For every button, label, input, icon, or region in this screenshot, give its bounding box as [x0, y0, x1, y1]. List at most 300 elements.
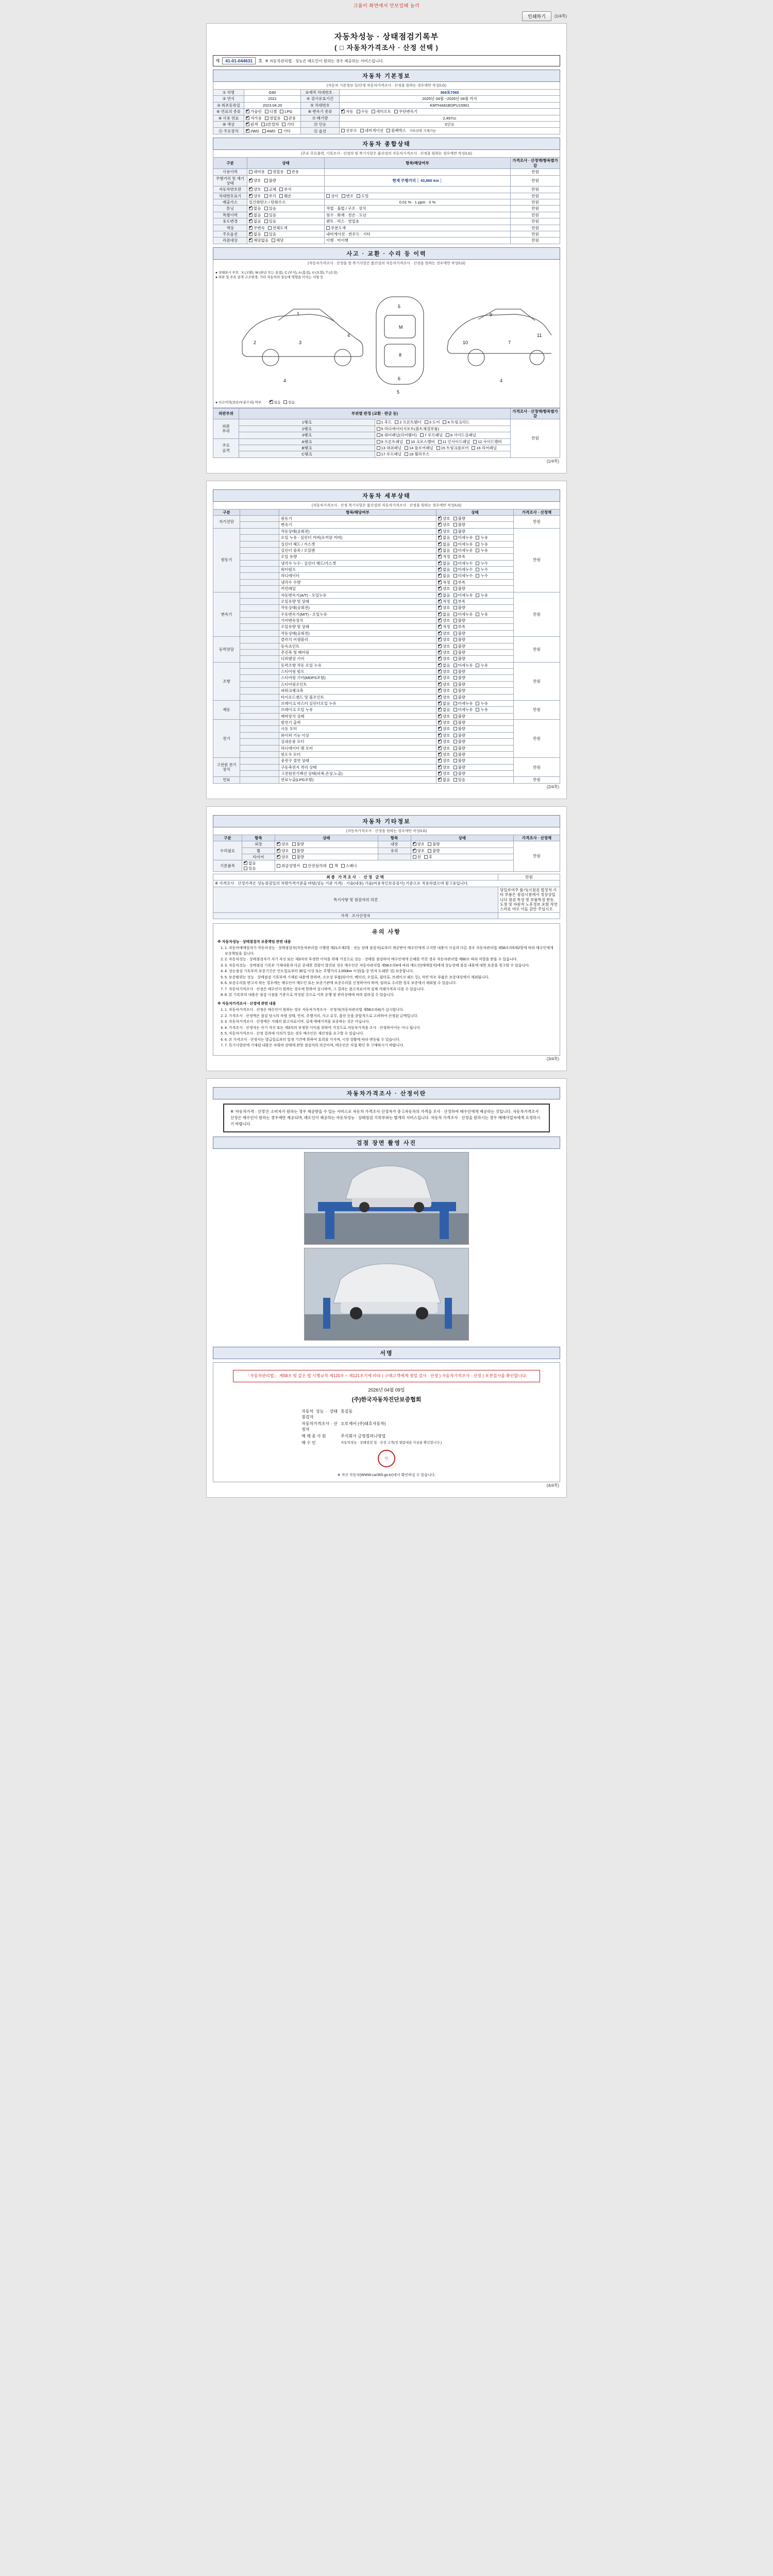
detail-group-price: 만원: [514, 637, 560, 663]
wheel-label: 휠: [242, 848, 275, 854]
list-item: 5. 5. 보증범위는 성능 · 상태점검 기록부에 기재된 내용에 한하며, 소모성 부품(타이어, 배터리, 오일류, 필터류, 브레이크 패드 등), 자연 마모 부품은 보증대상에서 제외됩니다.: [225, 975, 556, 981]
other-col-cat: 구분: [213, 835, 242, 841]
row-detail: [325, 169, 511, 175]
list-item: 4. 4. 성능점검 기록부의 보증기간은 인도일로부터 30일 이상 또는 주행거리 2,000km 이상(둘 중 먼저 도래한 것) 보증합니다.: [225, 969, 556, 975]
row-state[interactable]: ✔ 없음 있음: [247, 218, 325, 225]
signature-section: [213, 1362, 560, 1483]
detail-item-label: 충전구 절연 상태: [279, 758, 436, 764]
list-item: 4. 4. 가격조사 · 산정자는 자기 자신 또는 제3자의 부정한 이익을 위하여 거짓으로 자동차가격을 조사 · 산정하여서는 아니 됩니다.: [225, 1026, 556, 1031]
vin-label: ②제작 차대번호 ·: [301, 90, 340, 96]
list-item: 2. 2. 가격조사 · 산정액은 점검 당시의 차량 상태, 연식, 주행거리, 사고 유무, 옵션 등을 종합적으로 고려하여 산정된 금액입니다.: [225, 1014, 556, 1020]
row-state[interactable]: ✔ 양호 교체 부식: [247, 187, 325, 193]
notice-block2-list: [225, 1008, 556, 1049]
detail-group-label: 동력전달: [213, 637, 240, 663]
doc-suffix: 호: [258, 58, 263, 63]
top-warning-bar: [206, 0, 567, 10]
section-3-title: 사고 · 교환 · 수리 등 이력: [213, 247, 560, 260]
table-row: [213, 535, 560, 541]
print-button[interactable]: 인쇄하기: [522, 11, 551, 21]
row-state[interactable]: ✔ 무변속 전체도색: [247, 225, 325, 231]
option-note: 기타선택 기재가능: [409, 129, 436, 133]
detail-item-state[interactable]: ✔ 양호 불량: [436, 605, 514, 611]
detail-sub-label: [240, 522, 279, 528]
notice-title: 유의 사항: [372, 929, 401, 935]
row-label: 차대번호표기: [213, 193, 247, 199]
row-price: 만원: [511, 225, 560, 231]
row-detail: 적법 · 불법 / 구조 · 장치: [325, 206, 511, 212]
rank-a-items[interactable]: 9 프론트패널 10 크로스멤버 11 인사이드패널 12 사이드멤버: [375, 438, 511, 445]
detail-group-label: 원동기: [213, 528, 240, 592]
row-price: 만원: [511, 199, 560, 206]
table-row: [213, 662, 560, 668]
overall-state-body: [213, 169, 560, 244]
row-state[interactable]: ✔ 해당없음 해당: [247, 238, 325, 244]
section-2-note: (주요 주요출력, 기록조사 · 산정의 및 복기사항은 품산검의 자동차가격조사 · 산정을 원하는 경우에만 작성/LG): [213, 150, 560, 157]
row-detail: 이행 · 미이행: [325, 238, 511, 244]
table-row: [213, 567, 560, 573]
row-label: 사용이력: [213, 169, 247, 175]
page-4-number: (4/4쪽): [546, 1483, 559, 1488]
row-state[interactable]: ✔양호 불량: [247, 175, 325, 187]
detail-item-state[interactable]: ✔ 양호 불량: [436, 688, 514, 694]
detail-sub-label: [240, 720, 279, 726]
inspection-photo-1: [304, 1152, 469, 1245]
notice-block1-list: [225, 946, 556, 998]
fuel-options[interactable]: ✔ 가솔린 디젤 LPG: [244, 109, 301, 115]
table-row: [213, 218, 560, 225]
detail-item-state[interactable]: ✔ 양호 불량: [436, 758, 514, 764]
detail-item-label: 스티어링 기어(MDPS포함): [279, 675, 436, 681]
photo-1-graphic: [305, 1153, 469, 1245]
tire-state[interactable]: ✔ 양호 불량: [275, 854, 378, 860]
table-row: [213, 528, 560, 534]
detail-item-state[interactable]: ✔ 양호 불량: [436, 726, 514, 732]
special-note-label: 특기사항 및 점검자의 의견: [213, 887, 498, 912]
table-row: [213, 522, 560, 528]
seal-stamp-icon: 인: [378, 1450, 395, 1467]
table-row: [213, 193, 560, 199]
glass-label: 유리: [378, 848, 411, 854]
table-row: [213, 419, 560, 426]
table-row: [213, 451, 560, 457]
detail-item-state[interactable]: ✔ 없음 있음: [436, 777, 514, 783]
rank-c-label: C랭크: [239, 451, 375, 457]
table-row: [213, 656, 560, 662]
svg-text:4: 4: [500, 378, 503, 383]
detail-item-state[interactable]: ✔ 없음 미세누유 누유: [436, 707, 514, 713]
table-row: [213, 848, 560, 854]
detail-item-label: 발전기 출력: [279, 720, 436, 726]
signature-rows: [301, 1409, 472, 1446]
svg-text:11: 11: [537, 332, 542, 338]
detail-sub-label: [240, 618, 279, 624]
signature-row: [301, 1440, 472, 1446]
signature-date: 2026년 04월 09일: [368, 1387, 405, 1393]
detail-item-label: 라디에이터: [279, 573, 436, 579]
detail-item-label: 오일 누유 - 실린더 커버(로커암 커버): [279, 535, 436, 541]
section-1-title: 자동차 기본정보: [213, 70, 560, 82]
detail-col-1: 항목/해당여부: [279, 509, 436, 515]
detail-sub-label: [240, 528, 279, 534]
year-value: 2021: [244, 96, 301, 102]
transmission-label: ⑧ 변속기 종류: [301, 109, 340, 115]
detail-item-state[interactable]: ✔ 양호 불량: [436, 669, 514, 675]
section-4-title: 자동차 세부상태: [213, 489, 560, 502]
notice-block: [213, 923, 560, 1056]
special-note-value: 당일보여주 품기(시점검 벌정적 기타 부품은 점검시점에서 정상상입니다 점검 특성 및 부품특징 한동. 도장 및 자원적 노후정보 포함 작연스러운 마모 이들 감안 주십시오.: [498, 887, 560, 912]
detail-sub-label: [240, 643, 279, 649]
page-title: 자동차성능 · 상태점검기록부: [334, 32, 439, 41]
signature-row: [301, 1433, 472, 1439]
detail-item-label: 냉각수 누수 - 실린더 헤드/가스켓: [279, 560, 436, 566]
detail-item-state[interactable]: ✔ 없음 미세누수 누수: [436, 567, 514, 573]
detail-col-3: 가격조사 · 산정액: [514, 509, 560, 515]
table-row: [213, 579, 560, 585]
detail-sub-label: [240, 745, 279, 751]
model-label: ① 차명: [213, 90, 244, 96]
drive-label: ⑪ 주요장치: [213, 128, 244, 134]
inspection-photo-2: [304, 1248, 469, 1341]
tire-pos-label: [378, 854, 411, 860]
list-item: 2. 2. 자동차성능 · 상태점검자가 자기 자신 또는 제3자의 부정한 이익을 위해 거짓으로 성능 · 상태를 점검하여 매수인에게 손해를 끼친 경우 자동차관리법 제80조 따라 처벌을 받을 수 있습니다.: [225, 957, 556, 963]
detail-sub-label: [240, 586, 279, 592]
detail-item-state[interactable]: ✔ 없음 미세누유 누유: [436, 541, 514, 547]
table-row: [213, 426, 560, 432]
row-state[interactable]: ✔ 없음 있음: [247, 231, 325, 237]
row-detail: 부분도색: [325, 225, 511, 231]
table-row: [213, 573, 560, 579]
other-col-item2: 항목: [378, 835, 411, 841]
detail-item-state[interactable]: ✔ 양호 불량: [436, 713, 514, 719]
sign-value: 홍길동: [341, 1409, 353, 1414]
detail-item-label: 실린더 헤드 / 가스켓: [279, 541, 436, 547]
detail-item-state[interactable]: ✔ 적정 부족: [436, 579, 514, 585]
rank-b-items[interactable]: 13 대쉬패널 14 플로어패널 15 트렁크플로어 16 리어패널: [375, 445, 511, 451]
page-3-number: (3/4쪽): [546, 1056, 559, 1061]
sign-key: 매 수 인: [301, 1440, 316, 1446]
detail-item-state[interactable]: ✔ 양호 불량: [436, 618, 514, 624]
page-4: [206, 1078, 567, 1498]
table-row: [213, 231, 560, 237]
detail-sub-label: [240, 675, 279, 681]
detail-sub-label: [240, 739, 279, 745]
detail-item-state[interactable]: ✔ 없음 미세누수 누수: [436, 573, 514, 579]
detail-group-label: 자기진단: [213, 516, 240, 529]
table-row: [213, 516, 560, 522]
signature-company: (주)한국자동차진단보증협회: [351, 1397, 422, 1403]
guide-box: ※ '자동차가격 · 산정'은 소비자가 원하는 경우 제공받을 수 있는 서비스로 자동차 가격조사·산정자가 중고자동차의 가격을 조사 · 산정하여 매수인에게 제공하는 것입니다. 자동차가격조사 · 산정은 매수인이 원하는 경우에만 제공되며, 매도인이 제공하는 자동차성능 · 상태점검 기록부와는 별개의 서비스입니다. 자동차 가격조사 · 산정을 원하시는 경우 매매사업자에게 요청하시기 바랍니다.: [223, 1104, 550, 1132]
page-3: [206, 806, 567, 1071]
detail-sub-label: [240, 688, 279, 694]
detail-item-state[interactable]: ✔ 양호 불량: [436, 528, 514, 534]
detail-sub-label: [240, 656, 279, 662]
usage-options[interactable]: ✔ 자가용 영업용 관용: [244, 115, 301, 121]
detail-item-state[interactable]: ✔ 없음 미세누유 누유: [436, 535, 514, 541]
detail-sub-label: [240, 649, 279, 655]
color-options[interactable]: ✔ 원색 2톤칼라 기타: [244, 121, 301, 127]
table-row: [213, 598, 560, 604]
tire-pos-state[interactable]: 전 후: [411, 854, 514, 860]
model-value: G80: [244, 90, 301, 96]
other-info-table: [213, 835, 560, 872]
detail-item-label: 스티어링 펌프: [279, 669, 436, 675]
frame-rank-table: [213, 408, 560, 458]
row-detail: 렌트 · 리스 · 영업용: [325, 218, 511, 225]
row-detail: 현재 주행거리 │ 43,860 km │: [325, 175, 511, 187]
detail-item-state[interactable]: ✔ 없음 미세누유 누유: [436, 547, 514, 553]
detail-item-label: 실내송풍 모터: [279, 739, 436, 745]
wheel-state[interactable]: ✔ 양호 불량: [275, 848, 378, 854]
detail-item-label: 커먼레일: [279, 586, 436, 592]
vin2-label: ⑤ 차대번호: [301, 102, 340, 108]
int-state[interactable]: ✔ 양호 불량: [411, 841, 514, 848]
detail-item-label: 타이로드엔드 및 볼조인트: [279, 694, 436, 700]
signature-row: [301, 1409, 472, 1420]
detail-item-state[interactable]: ✔ 적정 부족: [436, 624, 514, 630]
svg-text:7: 7: [508, 340, 511, 345]
detail-item-label: 브레이크 오일 누유: [279, 707, 436, 713]
detail-item-state[interactable]: ✔ 없음 미세누수 누수: [436, 560, 514, 566]
row-label: 주요옵션: [213, 231, 247, 237]
row-label: 튜닝: [213, 206, 247, 212]
table-row: [213, 854, 560, 860]
table-row: [213, 643, 560, 649]
detail-item-state[interactable]: ✔ 양호 불량: [436, 694, 514, 700]
stamp-wrap: [217, 1450, 556, 1467]
detail-item-state[interactable]: ✔ 양호 불량: [436, 771, 514, 777]
sign-key: 자동차 성능 · 상태점검자: [301, 1409, 338, 1420]
row-label: 용도변경: [213, 218, 247, 225]
detail-item-label: 와이퍼 기능 이상: [279, 732, 436, 738]
detail-group-price: 만원: [514, 662, 560, 700]
doc-label: 제: [215, 58, 220, 63]
detail-item-label: 수동변속기(M/T) - 오일누유: [279, 611, 436, 617]
table-row: [213, 764, 560, 770]
doc-number: 41-01-044631: [222, 57, 256, 64]
rank-2-items[interactable]: 5 라디에이터서포트(볼트체결부품): [375, 426, 511, 432]
detail-item-state[interactable]: ✔ 양호 불량: [436, 586, 514, 592]
detail-item-label: 오일유량 및 상태: [279, 624, 436, 630]
col-state: 상태: [247, 158, 325, 169]
rank-c-items[interactable]: 17 루프패널 18 휠하우스: [375, 451, 511, 457]
footer-note: ※ 자신 자동차(WWW.car365.go.kr)에서 확인하실 수 있습니다.: [337, 1473, 436, 1478]
table-row: [213, 212, 560, 218]
print-warning-text: 크롬이 화면에서 안보일때 눌러: [353, 3, 420, 8]
row-detail: 0.01 % · 1 ppm · 0 %: [325, 199, 511, 206]
detail-item-state[interactable]: ✔ 없음 미세누유 누유: [436, 700, 514, 706]
page-subtitle: ( □ 자동차가격조사 · 산정 선택 ): [334, 44, 439, 52]
detail-item-state[interactable]: ✔ 양호 불량: [436, 637, 514, 643]
detail-item-state[interactable]: ✔ 양호 불량: [436, 630, 514, 636]
detail-item-label: 작동상태(공회전): [279, 630, 436, 636]
detail-item-label: 추진축 및 베어링: [279, 649, 436, 655]
table-row: [213, 887, 560, 912]
final-amount-value: 만원: [498, 874, 560, 880]
detail-group-price: 만원: [514, 528, 560, 592]
detail-item-state[interactable]: ✔ 양호 불량: [436, 751, 514, 757]
rank-a-label: A랭크: [239, 438, 375, 445]
detail-sub-label: [240, 713, 279, 719]
table-row: [213, 238, 560, 244]
detail-state-table: [213, 509, 560, 784]
ext-state[interactable]: ✔ 양호 불량: [275, 841, 378, 848]
detail-sub-label: [240, 554, 279, 560]
glass-state[interactable]: ✔ 양호 불량: [411, 848, 514, 854]
row-state[interactable]: 대여용 영업용 관용: [247, 169, 325, 175]
detail-item-state[interactable]: ✔ 양호 불량: [436, 522, 514, 528]
row-price: 만원: [511, 238, 560, 244]
row-label: 주행거리 및 계기상태: [213, 175, 247, 187]
table-row: [213, 713, 560, 719]
detail-item-label: 오일유량 및 상태: [279, 598, 436, 604]
frame-price-head: 가격조사 · 산정액/항목별가감: [511, 408, 560, 419]
detail-sub-label: [240, 700, 279, 706]
detail-item-state[interactable]: ✔ 양호 불량: [436, 745, 514, 751]
row-label: 리콜대상: [213, 238, 247, 244]
svg-text:8: 8: [399, 352, 402, 358]
table-row: [213, 732, 560, 738]
rank-3-items[interactable]: 6 쿼터패널(리어휀더) 7 루프패널 8 사이드실패널: [375, 432, 511, 438]
detail-col-2: 상태: [436, 509, 514, 515]
row-state: 일산화탄소 / 탄화수소: [247, 199, 325, 206]
table-row: [213, 541, 560, 547]
signature-row: [301, 1421, 472, 1432]
table-row: [213, 169, 560, 175]
table-row: [213, 669, 560, 675]
svg-text:10: 10: [463, 340, 468, 345]
detail-item-state[interactable]: ✔ 없음 미세누유 누유: [436, 662, 514, 668]
row-state[interactable]: ✔ 양호 부식 훼손: [247, 193, 325, 199]
svg-text:5: 5: [398, 303, 401, 309]
row-state[interactable]: ✔ 없음 있음: [247, 206, 325, 212]
detail-sub-label: [240, 579, 279, 585]
row-price: 만원: [511, 206, 560, 212]
transmission-options[interactable]: ✔ 자동 수동 세미오토 무단변속기: [340, 109, 560, 115]
table-row: [213, 841, 560, 848]
detail-item-label: 디퍼렌셜 기어: [279, 656, 436, 662]
detail-sub-label: [240, 751, 279, 757]
detail-group-label: 연료: [213, 777, 240, 783]
table-row: [213, 707, 560, 713]
detail-item-state[interactable]: ✔ 양호 불량: [436, 656, 514, 662]
detail-item-label: 오일 유량: [279, 554, 436, 560]
detail-item-state[interactable]: ✔ 양호 불량: [436, 764, 514, 770]
svg-text:M: M: [399, 324, 403, 330]
sign-value: 주식회사 금영컴퍼니영업: [341, 1434, 386, 1439]
row-state[interactable]: ✔ 없음 있음: [247, 212, 325, 218]
outer-panel-label: 외판 부위: [213, 419, 239, 438]
rank-3-label: 3랭크: [239, 432, 375, 438]
table-row: [213, 445, 560, 451]
svg-text:4: 4: [347, 332, 350, 338]
vin2-value: KMTHA81BDPU15901: [340, 102, 560, 108]
section-1-note: (자동차 기본정보 등/산정 자동차가격조사 · 산정을 원하는 경우에만 작성/LG): [213, 82, 560, 89]
detail-sub-label: [240, 732, 279, 738]
detail-sub-label: [240, 592, 279, 598]
detail-item-label: 실린더 블록 / 오일팬: [279, 547, 436, 553]
rank-1-label: 1랭크: [239, 419, 375, 426]
list-item: 7. 7. 자동차가격조사 · 산정은 매수인이 원하는 경우에 한하여 실시하며, 그 결과는 참고자료이며 실제 거래가격과 다를 수 있습니다.: [225, 987, 556, 993]
table-row: [213, 681, 560, 687]
detail-item-state[interactable]: ✔ 없음 미세누유 누유: [436, 592, 514, 598]
detail-sub-label: [240, 535, 279, 541]
table-row: [213, 745, 560, 751]
detail-item-state[interactable]: ✔ 양호 불량: [436, 675, 514, 681]
detail-item-state[interactable]: ✔ 양호 불량: [436, 732, 514, 738]
basic-items-state[interactable]: ✔없음있음: [242, 860, 275, 872]
detail-item-label: 냉각수 수량: [279, 579, 436, 585]
svg-text:2: 2: [254, 340, 257, 345]
overall-state-table: [213, 157, 560, 244]
list-item: 3. 3. 자동차가격조사 · 산정액은 거래의 참고자료이며, 실제 매매가격을 보증하는 것은 아닙니다.: [225, 1020, 556, 1025]
detail-item-state[interactable]: ✔ 양호 불량: [436, 720, 514, 726]
table-row: [213, 771, 560, 777]
list-item: 6. 6. 보증수리를 받고자 하는 경우에는 매수인이 매도인 또는 보증기관에 보증수리를 신청하여야 하며, 임의로 수리한 경우 보증에서 제외될 수 있습니다.: [225, 981, 556, 987]
frame-price: 만원: [511, 419, 560, 457]
table-row: [213, 586, 560, 592]
table-row: [213, 688, 560, 694]
table-row: [213, 618, 560, 624]
detail-item-state[interactable]: ✔ 적정 부족: [436, 598, 514, 604]
detail-sub-label: [240, 630, 279, 636]
detail-group-price: 만원: [514, 720, 560, 758]
page-indicator-1: (1/4쪽): [554, 14, 567, 19]
detail-item-label: 원동기: [279, 516, 436, 522]
table-row: [213, 611, 560, 617]
page-2: [206, 481, 567, 799]
frame-parts-head: 부위별 판정 (교환 · 판금 등): [239, 408, 511, 419]
drive-options[interactable]: ✔ 2WD 4WD 기타: [244, 128, 301, 134]
row-price: 만원: [511, 169, 560, 175]
detail-sub-label: [240, 573, 279, 579]
detail-item-state[interactable]: ✔ 양호 불량: [436, 681, 514, 687]
detail-item-state[interactable]: ✔ 양호 불량: [436, 649, 514, 655]
table-row: [213, 560, 560, 566]
detail-group-label: 전기: [213, 720, 240, 758]
detail-sub-label: [240, 707, 279, 713]
row-price: 만원: [511, 212, 560, 218]
accident-history-row[interactable]: ● 사고이력(전손/부분수리) 여부 ✔ 없음 있음: [215, 400, 558, 404]
basic-items-list[interactable]: 취급설명서 안전삼각대 잭 스패너: [275, 860, 514, 872]
detail-item-label: 워터펌프: [279, 567, 436, 573]
row-detail: [325, 187, 511, 193]
row-price: 만원: [511, 187, 560, 193]
detail-sub-label: [240, 669, 279, 675]
detail-item-state[interactable]: ✔ 없음 미세누유 누유: [436, 611, 514, 617]
row-detail: 내비게이션 · 썬루프 · 기타: [325, 231, 511, 237]
table-row: [213, 630, 560, 636]
detail-item-state[interactable]: ✔ 양호 불량: [436, 516, 514, 522]
detail-item-state[interactable]: ✔ 양호 불량: [436, 739, 514, 745]
detail-item-state[interactable]: ✔ 양호 불량: [436, 643, 514, 649]
detail-item-label: 연료누출(LPG포함): [279, 777, 436, 783]
int-label: 내장: [378, 841, 411, 848]
rank-1-items[interactable]: 1 후드 2 프론트휀더 3 도어 4 트렁크리드: [375, 419, 511, 426]
final-amount-note: ※ 가격조사 · 산정가격은 성능점검일의 차량가격기준을 바탕(성능 기준 가격) · 기술(내용) 기술(비용적인보증검사) 기준으로 적용하였으며 참고용입니다.: [213, 880, 560, 887]
row-label: 자동차번호판: [213, 187, 247, 193]
detail-sub-label: [240, 567, 279, 573]
detail-group-price: 만원: [514, 758, 560, 777]
detail-sub-label: [240, 777, 279, 783]
detail-item-label: 등속죠인트: [279, 643, 436, 649]
detail-sub-label: [240, 694, 279, 700]
detail-item-state[interactable]: ✔ 적정 부족: [436, 554, 514, 560]
table-row: [213, 860, 560, 872]
option-options[interactable]: 선루프 네비게이션 블랙박스 기타선택 기재가능: [340, 128, 560, 134]
firstreg-value: 2023.04.20: [244, 102, 301, 108]
table-row: [213, 175, 560, 187]
detail-item-label: 브레이크 마스터 실린더오일 누유: [279, 700, 436, 706]
